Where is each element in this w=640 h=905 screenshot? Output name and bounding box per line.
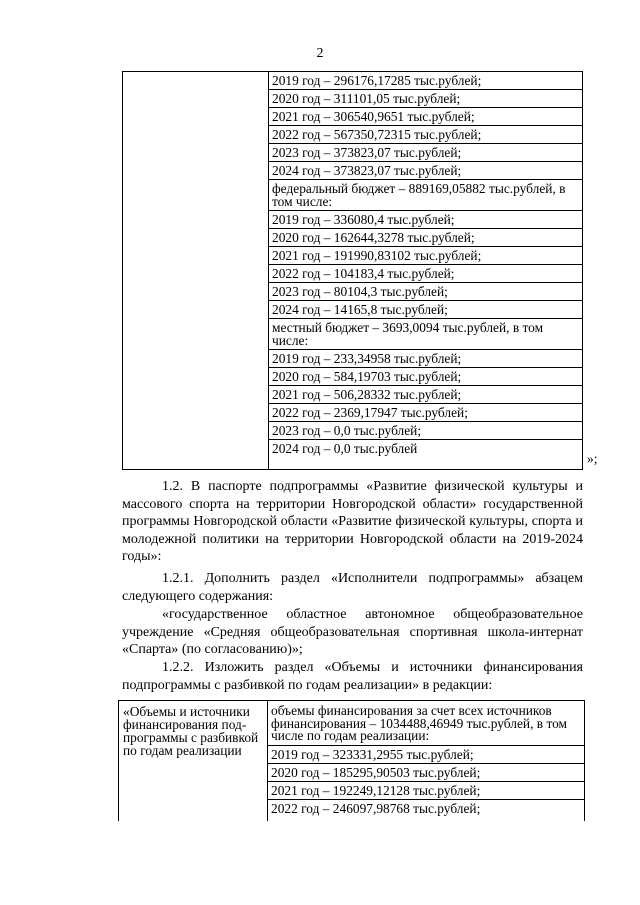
- table-closing-quote: »;: [587, 451, 598, 466]
- table-line-local: местный бюджет – 3693,0094 тыс.рублей, в том числе:: [269, 318, 582, 349]
- table-line: 2023 год – 0,0 тыс.рублей;: [269, 421, 582, 439]
- table-line-federal: федеральный бюджет – 889169,05882 тыс.рублей, в том числе:: [269, 179, 582, 210]
- table-line: 2024 год – 0,0 тыс.рублей: [269, 439, 582, 457]
- paragraph-1-2-2: 1.2.2. Изложить раздел «Объемы и источники финансирования подпрограммы с разбивкой по годам реализации» в редакции:: [122, 660, 583, 693]
- table-line: 2021 год – 306540,9651 тыс.рублей;: [269, 107, 582, 125]
- paragraph-1-2: 1.2. В паспорте подпрограммы «Развитие физической культуры и массового спорта на территории Новгородской области» государственной программы Новгородской области «Развитие физической культуры, спорта и молодежной политики на территории Новгородской области на 2019-2024 годы»:: [122, 479, 583, 564]
- table-line: 2020 год – 311101,05 тыс.рублей;: [269, 89, 582, 107]
- table-line: 2023 год – 373823,07 тыс.рублей;: [269, 143, 582, 161]
- table-line: 2020 год – 584,19703 тыс.рублей;: [269, 367, 582, 385]
- table-line: 2020 год – 162644,3278 тыс.рублей;: [269, 228, 582, 246]
- table-line: 2022 год – 567350,72315 тыс.рублей;: [269, 125, 582, 143]
- page-number: 2: [316, 46, 324, 61]
- table-line: 2019 год – 323331,2955 тыс.рублей;: [268, 745, 584, 763]
- financing-table-continued: [122, 71, 583, 470]
- table-left-header: «Объемы и источники финансирования под-программы с разбивкой по годам реализации: [123, 704, 259, 758]
- table-line: 2020 год – 185295,90503 тыс.рублей;: [268, 763, 584, 781]
- table-line: 2021 год – 506,28332 тыс.рублей;: [269, 385, 582, 403]
- financing-table-new: [118, 700, 585, 821]
- paragraph-quote: «государственное областное автономное общеобразовательное учреждение «Средняя общеобразовательная спортивная школа-интернат «Спарта» (по согласованию)»;: [122, 607, 583, 657]
- paragraph-1-2-1: 1.2.1. Дополнить раздел «Исполнители подпрограммы» абзацем следующего содержания:: [122, 571, 583, 604]
- table-line: 2022 год – 246097,98768 тыс.рублей;: [268, 799, 584, 817]
- table-line: 2021 год – 192249,12128 тыс.рублей;: [268, 781, 584, 799]
- table-right-column: [269, 72, 582, 469]
- table-line: 2022 год – 2369,17947 тыс.рублей;: [269, 403, 582, 421]
- table-line: 2024 год – 373823,07 тыс.рублей;: [269, 161, 582, 179]
- table-total-line: объемы финансирования за счет всех источников финансирования – 1034488,46949 тыс.рублей, в том числе по годам реализации:: [271, 703, 568, 743]
- table-right-column: [268, 701, 584, 821]
- table-line: 2019 год – 233,34958 тыс.рублей;: [269, 349, 582, 367]
- table-line: 2021 год – 191990,83102 тыс.рублей;: [269, 246, 582, 264]
- table-line: 2019 год – 336080,4 тыс.рублей;: [269, 210, 582, 228]
- table-line: 2023 год – 80104,3 тыс.рублей;: [269, 282, 582, 300]
- table-line: 2019 год – 296176,17285 тыс.рублей;: [272, 73, 482, 88]
- table-line: 2022 год – 104183,4 тыс.рублей;: [269, 264, 582, 282]
- table-line: 2024 год – 14165,8 тыс.рублей;: [269, 300, 582, 318]
